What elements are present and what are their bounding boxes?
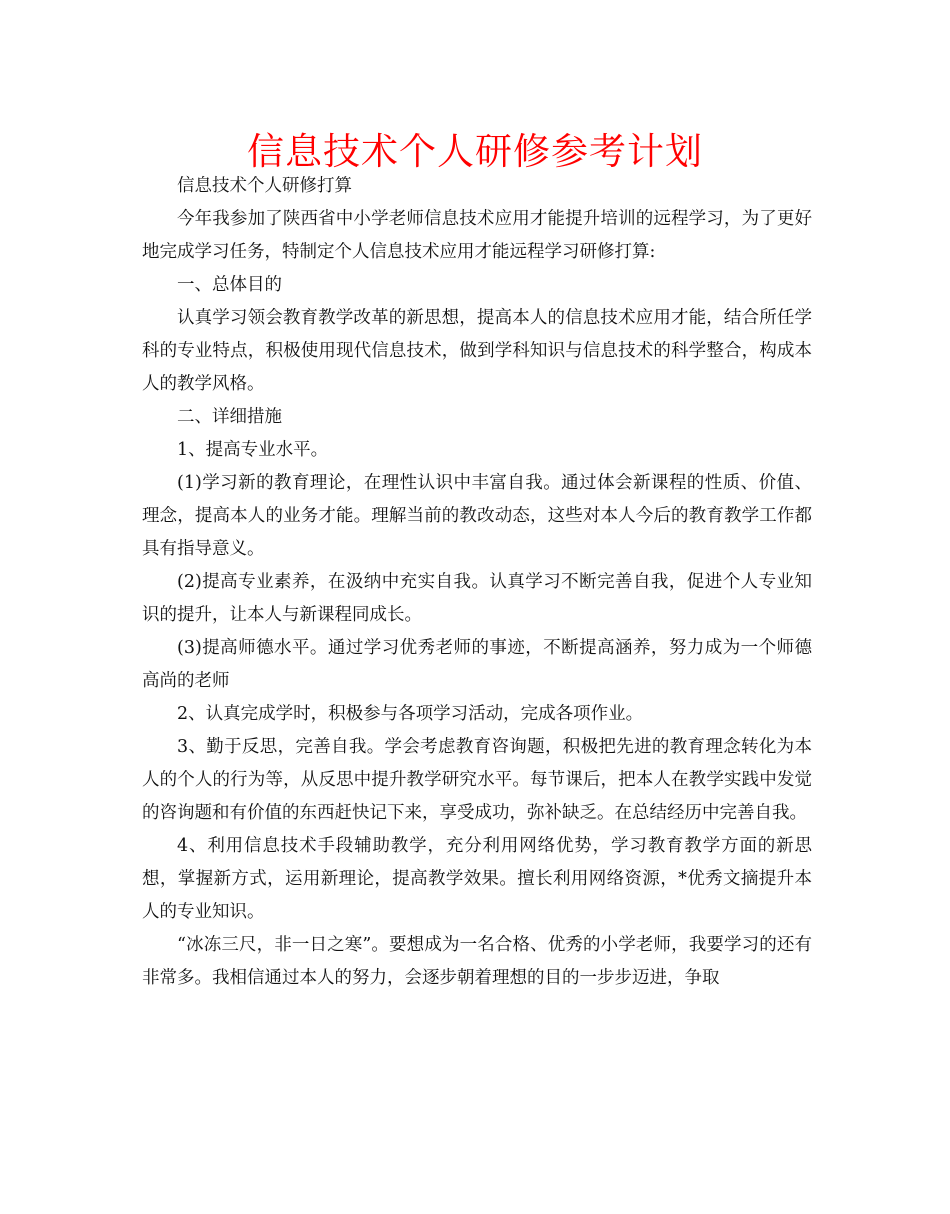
paragraph: 今年我参加了陕西省中小学老师信息技术应用才能提升培训的远程学习，为了更好地完成学习任务，特制定个人信息技术应用才能远程学习研修打算:: [142, 209, 812, 262]
paragraph: (3)提高师德水平。通过学习优秀老师的事迹，不断提高涵养，努力成为一个师德高尚的老师: [142, 638, 812, 691]
paragraph: 3、勤于反思，完善自我。学会考虑教育咨询题，积极把先进的教育理念转化为本人的个人的行为等，从反思中提升教学研究水平。每节课后，把本人在教学实践中发觉的咨询题和有价值的东西赶快记下来，享受成功，弥补缺乏。在总结经历中完善自我。: [142, 737, 812, 823]
paragraph: 二、详细措施: [177, 407, 282, 427]
paragraph: (2)提高专业素养，在汲纳中充实自我。认真学习不断完善自我，促进个人专业知识的提升，让本人与新课程同成长。: [142, 572, 812, 625]
document-body: [142, 170, 812, 995]
paragraph: 信息技术个人研修打算: [177, 176, 352, 196]
paragraph: (1)学习新的教育理论，在理性认识中丰富自我。通过体会新课程的性质、价值、理念，提高本人的业务才能。理解当前的教改动态，这些对本人今后的教育教学工作都具有指导意义。: [142, 473, 812, 559]
paragraph: 一、总体目的: [177, 275, 282, 295]
paragraph: 1、提高专业水平。: [177, 440, 329, 460]
document-title: 信息技术个人研修参考计划: [247, 130, 703, 173]
paragraph: 2、认真完成学时，积极参与各项学习活动，完成各项作业。: [177, 704, 644, 724]
paragraph: 认真学习领会教育教学改革的新思想，提高本人的信息技术应用才能，结合所任学科的专业特点，积极使用现代信息技术，做到学科知识与信息技术的科学整合，构成本人的教学风格。: [142, 308, 812, 394]
paragraph: “冰冻三尺，非一日之寒”。要想成为一名合格、优秀的小学老师，我要学习的还有非常多。我相信通过本人的努力，会逐步朝着理想的目的一步步迈进，争取: [142, 935, 812, 988]
paragraph: 4、利用信息技术手段辅助教学，充分利用网络优势，学习教育教学方面的新思想，掌握新方式，运用新理论，提高教学效果。擅长利用网络资源，*优秀文摘提升本人的专业知识。: [142, 836, 812, 922]
